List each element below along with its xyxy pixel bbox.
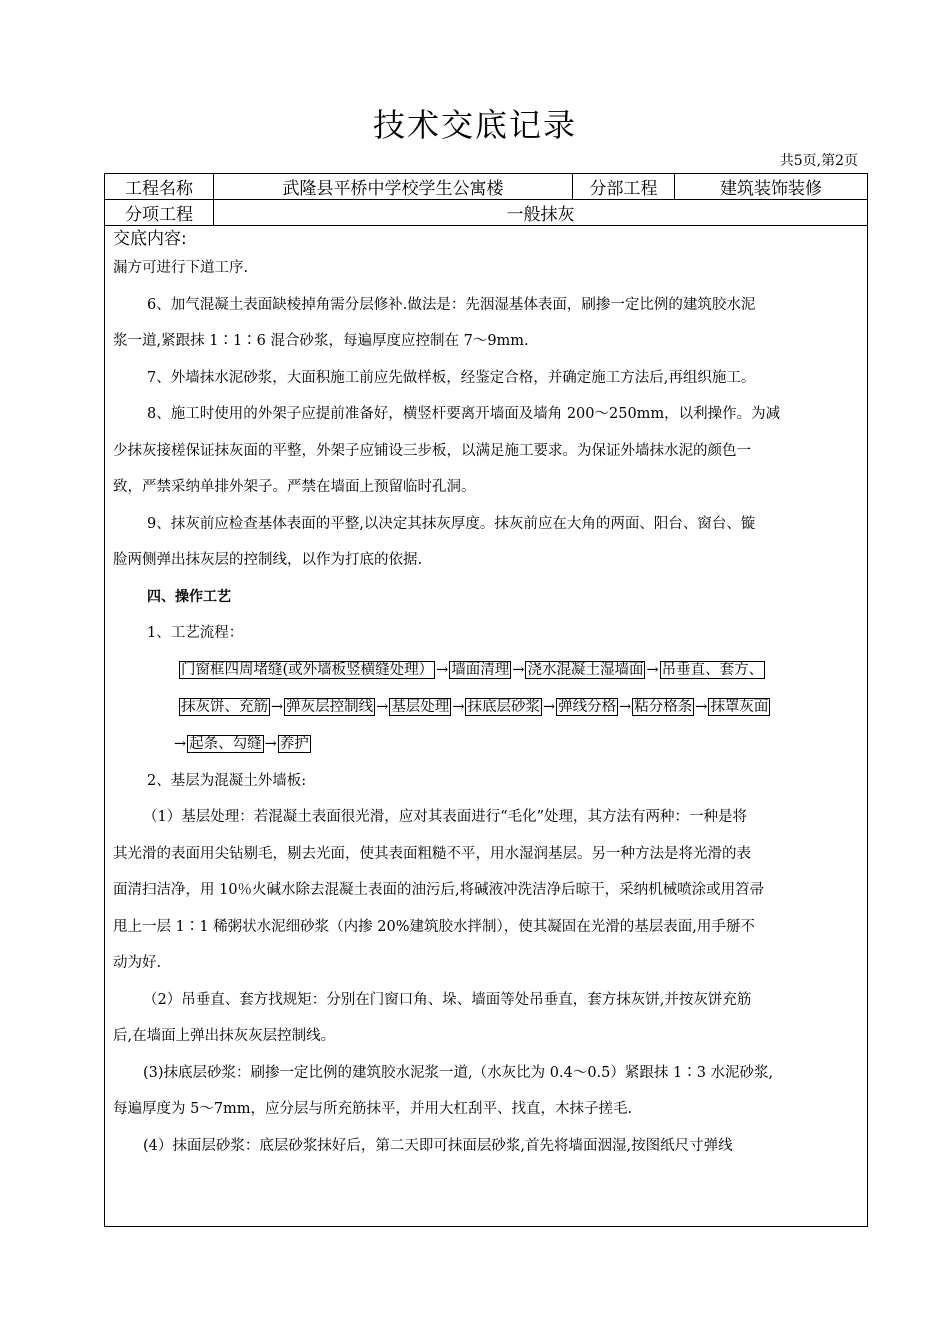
content-line: 脸两侧弹出抹灰层的控制线，以作为打底的依据. bbox=[113, 552, 423, 568]
header-row-2 bbox=[105, 200, 867, 226]
flow-line-3 bbox=[173, 726, 859, 763]
flow-line-1 bbox=[179, 652, 859, 689]
division-label: 分部工程 bbox=[573, 174, 675, 199]
content-line: 每遍厚度为 5～7mm，应分层与所充筋抹平，并用大杠刮平、找直，木抹子搓毛. bbox=[113, 1101, 633, 1117]
flow-step: 弹灰层控制线 bbox=[286, 698, 374, 715]
flow-step: 基层处理 bbox=[391, 698, 450, 715]
project-value: 武隆县平桥中学校学生公寓楼 bbox=[214, 174, 573, 199]
flow-step: 抹灰饼、充筋 bbox=[181, 698, 268, 715]
flow-step: 起条、勾缝 bbox=[189, 735, 262, 752]
content-line: 7、外墙抹水泥砂浆，大面积施工前应先做样板，经鉴定合格，并确定施工方法后,再组织施工。 bbox=[147, 369, 756, 386]
content-line: 8、施工时使用的外架子应提前准备好，横竖杆要离开墙面及墙角 200～250mm，以利操作。为减 bbox=[147, 406, 781, 422]
content-line: 甩上一层 1∶1 稀粥状水泥细砂浆（内掺 20%建筑胶水拌制），使其凝固在光滑的基层表面,用手掰不 bbox=[113, 918, 755, 935]
arrow-icon: → bbox=[646, 661, 659, 678]
content-line: 少抹灰接槎保证抹灰面的平整，外架子应铺设三步板，以满足施工要求。为保证外墙抹水泥的颜色一 bbox=[113, 442, 751, 459]
content-label: 交底内容: bbox=[113, 229, 187, 249]
flow-step: 养护 bbox=[279, 735, 309, 752]
process-flow bbox=[113, 652, 859, 763]
flow-step: 抹底层砂浆 bbox=[467, 698, 540, 715]
content-line: 2、基层为混凝土外墙板: bbox=[147, 772, 307, 789]
arrow-icon: → bbox=[436, 661, 449, 678]
arrow-icon: → bbox=[695, 698, 708, 715]
content-line: 9、抹灰前应检查基体表面的平整,以决定其抹灰厚度。抹灰前应在大角的两面、阳台、窗台、镟 bbox=[147, 515, 756, 532]
arrow-icon: → bbox=[174, 735, 187, 752]
document-title: 技术交底记录 bbox=[372, 106, 577, 144]
flow-step: 抹罩灰面 bbox=[710, 698, 769, 715]
page-info: 共5页,第2页 bbox=[779, 153, 858, 169]
subitem-label: 分项工程 bbox=[105, 200, 214, 225]
arrow-icon: → bbox=[376, 698, 389, 715]
content-line: 漏方可进行下道工序. bbox=[113, 260, 249, 276]
record-table bbox=[104, 173, 868, 1227]
flow-line-2 bbox=[179, 689, 859, 726]
content-line: (4）抹面层砂浆：底层砂浆抹好后，第二天即可抹面层砂浆,首先将墙面洇湿,按图纸尺寸弹线 bbox=[143, 1137, 733, 1154]
arrow-icon: → bbox=[542, 698, 556, 715]
content-line: 其光滑的表面用尖钻剔毛，剔去光面，使其表面粗糙不平，用水湿润基层。另一种方法是将光滑的表 bbox=[113, 845, 751, 862]
section-heading: 四、操作工艺 bbox=[147, 588, 231, 605]
content-area bbox=[113, 228, 859, 1164]
arrow-icon: → bbox=[619, 698, 632, 715]
content-line: 6、加气混凝土表面缺棱掉角需分层修补.做法是：先洇湿基体表面，刷掺一定比例的建筑胶水泥 bbox=[147, 296, 756, 313]
flow-step: 粘分格条 bbox=[634, 698, 693, 715]
arrow-icon: → bbox=[264, 735, 277, 752]
content-line: （2）吊垂直、套方找规矩：分别在门窗口角、垛、墙面等处吊垂直，套方抹灰饼,并按灰饼充筋 bbox=[143, 991, 752, 1008]
content-line: 面清扫洁净，用 10％火碱水除去混凝土表面的油污后,将碱液冲洗洁净后晾干，采纳机械喷涂或用笤帚 bbox=[113, 882, 765, 898]
content-line: 浆一道,紧跟抹 1∶1∶6 混合砂浆，每遍厚度应控制在 7～9mm. bbox=[113, 333, 529, 349]
arrow-icon: → bbox=[271, 698, 284, 715]
flow-step: 吊垂直、套方、 bbox=[661, 661, 764, 678]
arrow-icon: → bbox=[452, 698, 465, 715]
header-row-1 bbox=[105, 174, 867, 200]
subitem-value: 一般抹灰 bbox=[506, 205, 575, 225]
content-line: 后,在墙面上弹出抹灰灰层控制线。 bbox=[113, 1028, 336, 1044]
flow-step: 浇水混凝土湿墙面 bbox=[527, 661, 644, 678]
content-line: （1）基层处理：若混凝土表面很光滑，应对其表面进行“毛化”处理，其方法有两种：一种是将 bbox=[143, 809, 748, 825]
flow-step: 门窗框四周堵缝(或外墙板竖横缝处理） bbox=[181, 661, 434, 678]
content-line: 1、工艺流程： bbox=[147, 625, 244, 641]
arrow-icon: → bbox=[512, 661, 525, 678]
content-line: 致，严禁采纳单排外架子。严禁在墙面上预留临时孔洞。 bbox=[113, 479, 476, 495]
content-line: 动为好. bbox=[113, 955, 162, 971]
project-label: 工程名称 bbox=[105, 174, 214, 199]
flow-step: 墙面清理 bbox=[451, 661, 510, 678]
flow-step: 弹线分格 bbox=[558, 698, 617, 715]
division-value: 建筑装饰装修 bbox=[720, 179, 822, 199]
content-line: (3)抹底层砂浆：刷掺一定比例的建筑胶水泥浆一道,（水灰比为 0.4～0.5）紧跟抹 1∶3 水泥砂浆, bbox=[143, 1064, 774, 1081]
